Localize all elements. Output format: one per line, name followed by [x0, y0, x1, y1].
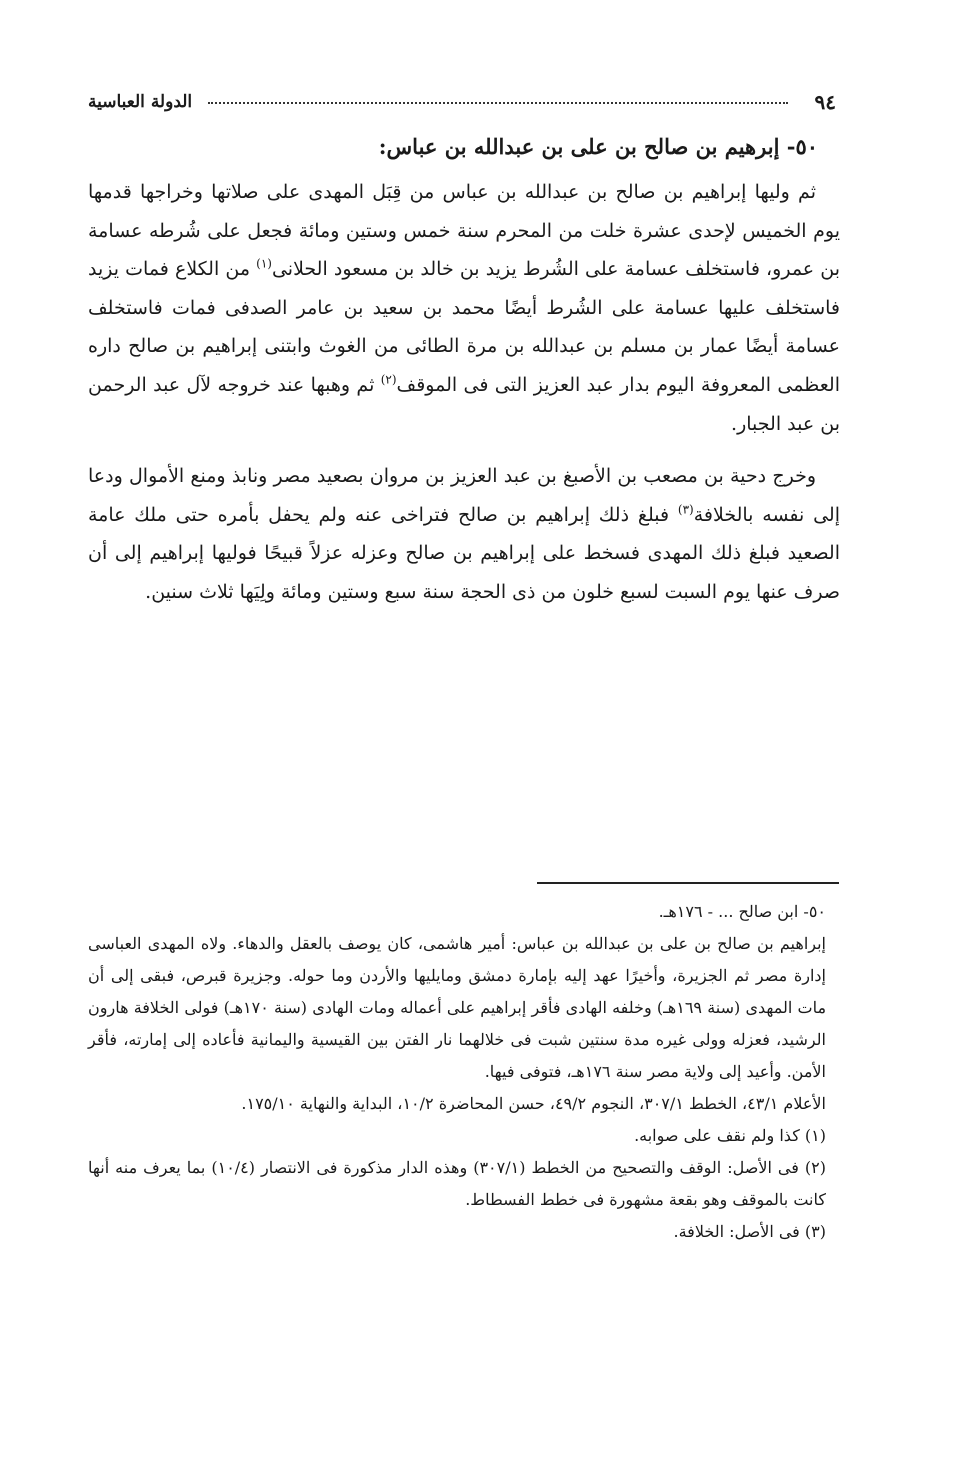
paragraph-text: وخرج دحية بن مصعب بن الأصبغ بن عبد العزيز بن مروان بصعيد مصر ونابذ ومنع الأموال ودعا إلى نفسه بالخلافة	[88, 465, 840, 526]
leader-dots	[208, 102, 788, 104]
footnote-ref-1[interactable]: (١)	[256, 256, 272, 271]
page-body	[88, 90, 840, 612]
paragraph-2	[88, 457, 840, 611]
section-heading: ٥٠- إبرهيم بن صالح بن على بن عبدالله بن عباس:	[378, 134, 818, 159]
footnote-note-3: (٣) فى الأصل: الخلافة.	[673, 1222, 826, 1241]
footnote-note-1: (١) كذا ولم نقف على صوابه.	[634, 1126, 826, 1145]
footnote-note-2: (٢) فى الأصل: الوقف والتصحيح من الخطط (٣٠٧/١) وهذه الدار مذكورة فى الانتصار (١٠/٤) بما يعرف منه أنها كانت بالموقف وهو بقعة مشهورة فى خطط الفسطاط.	[88, 1158, 827, 1209]
page-number: ٩٤	[814, 90, 836, 114]
paragraph-text: فبلغ ذلك إبراهيم بن صالح فتراخى عنه ولم يحفل بأمره حتى ملك عامة الصعيد فبلغ ذلك المهدى فسخط على إبراهيم بن صالح وعزله عزلاً قبيحًا فوليها إبراهيم إلى أن صرف عنها يوم السبت لسبع خلون من ذى الحجة سنة سبع وستين ومائة ولِيَها ثلاث سنين.	[88, 503, 840, 603]
footnotes	[88, 896, 840, 1248]
footnote-bio-heading: ٥٠- ابن صالح ... - ١٧٦هـ.	[658, 902, 826, 921]
running-head	[88, 90, 840, 124]
footnote-divider	[537, 882, 839, 884]
paragraph-text: من الكلاع فمات يزيد فاستخلف عليها عسامة على الشُرط أيضًا محمد بن سعيد بن عامر الصدفى فمات فاستخلف عسامة أيضًا عمار بن مسلم بن عبدالله بن مرة الطائى من الغوث وابتنى إبراهيم بن صالح داره العظمى المعروفة اليوم بدار عبد العزيز التى فى الموقف	[88, 258, 840, 396]
paragraph-text: ثم وليها إبراهيم بن صالح بن عبدالله بن عباس من قِبَل المهدى على صلاتها وخراجها قدمها يوم الخميس لإحدى عشرة خلت من المحرم سنة خمس وستين ومائة فجعل على شُرطه عسامة بن عمرو، فاستخلف عسامة على الشُرط يزيد بن خالد بن مسعود الحلانى	[88, 181, 841, 281]
paragraph-text: ثم وهبها عند خروجه لآل عبد الرحمن بن عبد الجبار.	[88, 373, 840, 435]
footnote-ref-2[interactable]: (٢)	[380, 372, 397, 387]
paragraph-1	[88, 173, 840, 443]
footnote-sources: الأعلام ٤٣/١، الخطط ٣٠٧/١، النجوم ٤٩/٢، حسن المحاضرة ١٠/٢، البداية والنهاية ١٧٥/١٠.	[241, 1094, 826, 1113]
footnote-bio-text: إبراهيم بن صالح بن على بن عبدالله بن عباس: أمير هاشمى، كان يوصف بالعقل والدهاء. ولاه المهدى العباسى إدارة مصر ثم الجزيرة، وأخيرًا عهد إليه بإمارة دمشق ومايليها والأردن وما حوله. وجزيرة قبرص، فبقى إلى أن مات المهدى (سنة ١٦٩هـ) وخلفه الهادى فأقر إبراهيم على أعماله ومات الهادى (سنة ١٧٠هـ) فولى الخلافة هارون الرشيد، فعزله وولى غيره مدة سنتين شبت فى خلالهما نار الفتن بين القيسية واليمانية فأعاده إلى إمارته، فأقر الأمن. وأعيد إلى ولاية مصر سنة ١٧٦هـ، فتوفى فيها.	[88, 934, 827, 1081]
footnote-ref-3[interactable]: (٣)	[677, 502, 694, 517]
book-title: الدولة العباسية	[88, 92, 193, 112]
